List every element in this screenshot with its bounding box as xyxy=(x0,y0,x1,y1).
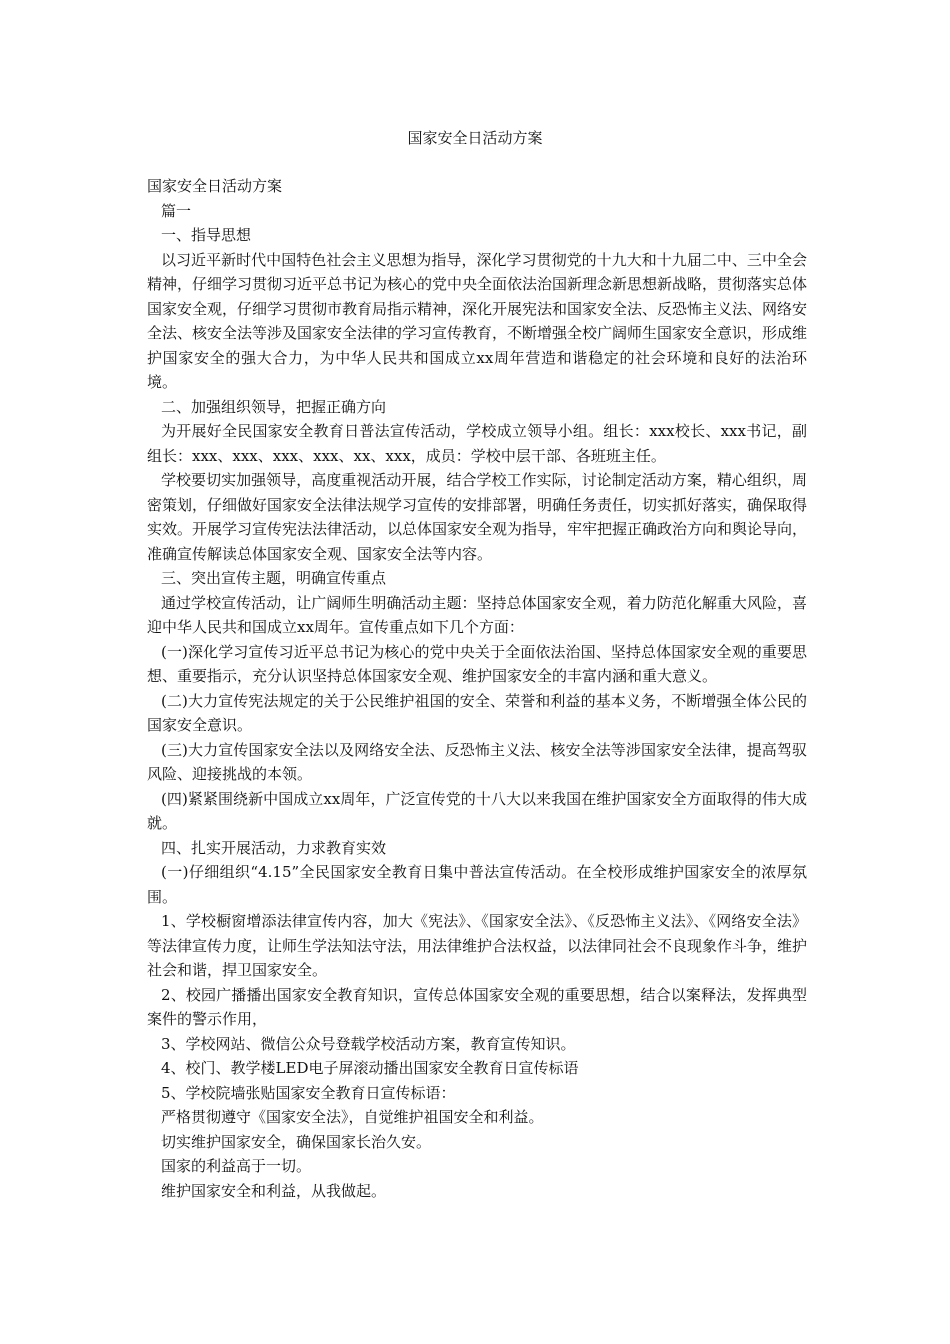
section-3-item-2: (二)大力宣传宪法规定的关于公民维护祖国的安全、荣誉和利益的基本义务，不断增强全体公民的国家安全意识。 xyxy=(147,691,807,734)
section-3-item-4: (四)紧紧围绕新中国成立xx周年，广泛宣传党的十八大以来我国在维护国家安全方面取得的伟大成就。 xyxy=(147,789,807,832)
slogan-1: 严格贯彻遵守《国家安全法》，自觉维护祖国安全和利益。 xyxy=(161,1108,544,1126)
section-heading-2: 二、加强组织领导，把握正确方向 xyxy=(161,397,387,416)
section-4-subitem-1: 1、学校橱窗增添法律宣传内容，加大《宪法》、《国家安全法》、《反恐怖主义法》、《网络安全法》等法律宣传力度，让师生学法知法守法，用法律维护合法权益，以法律同社会不良现象作斗争，维护社会和谐，捍卫国家安全。 xyxy=(147,912,808,979)
section-2-paragraph-2: 学校要切实加强领导，高度重视活动开展，结合学校工作实际，讨论制定活动方案，精心组织，周密策划，仔细做好国家安全法律法规学习宣传的安排部署，明确任务责任，切实抓好落实，确保取得实效。开展学习宣传宪法法律活动，以总体国家安全观为指导，牢牢把握正确政治方向和舆论导向，准确宣传解读总体国家安全观、国家安全法等内容。 xyxy=(147,471,808,563)
document-title: 国家安全日活动方案 xyxy=(407,129,543,147)
section-4-subitem-3: 3、学校网站、微信公众号登载学校活动方案，教育宣传知识。 xyxy=(161,1034,576,1053)
slogan-3: 国家的利益高于一切。 xyxy=(161,1157,312,1175)
section-2-paragraph-1: 为开展好全民国家安全教育日普法宣传活动，学校成立领导小组。组长：xxx校长、xxx书记，副组长：xxx、xxx、xxx、xxx、xx、xxx，成员：学校中层干部、各班班主任。 xyxy=(147,422,807,465)
section-heading-1: 一、指导思想 xyxy=(161,226,252,244)
chapter-label: 篇一 xyxy=(161,201,192,220)
section-3-paragraph: 通过学校宣传活动，让广阔师生明确活动主题：坚持总体国家安全观，着力防范化解重大风险，喜迎中华人民共和国成立xx周年。宣传重点如下几个方面： xyxy=(147,593,807,636)
slogan-4: 维护国家安全和利益，从我做起。 xyxy=(161,1181,387,1200)
document-body xyxy=(147,174,807,1203)
slogan-2: 切实维护国家安全，确保国家长治久安。 xyxy=(161,1132,432,1151)
section-heading-3: 三、突出宣传主题，明确宣传重点 xyxy=(161,569,387,587)
section-4-subitem-4: 4、校门、教学楼LED电子屏滚动播出国家安全教育日宣传标语 xyxy=(161,1059,579,1077)
section-3-item-1: (一)深化学习宣传习近平总书记为核心的党中央关于全面依法治国、坚持总体国家安全观的重要思想、重要指示，充分认识坚持总体国家安全观、维护国家安全的丰富内涵和重大意义。 xyxy=(147,642,807,685)
section-4-item-1: (一)仔细组织“4.15”全民国家安全教育日集中普法宣传活动。在全校形成维护国家安全的浓厚氛围。 xyxy=(147,863,807,906)
section-4-subitem-2: 2、校园广播播出国家安全教育知识，宣传总体国家安全观的重要思想，结合以案释法，发挥典型案件的警示作用， xyxy=(147,985,807,1028)
section-heading-4: 四、扎实开展活动，力求教育实效 xyxy=(161,838,387,857)
document-subtitle: 国家安全日活动方案 xyxy=(147,177,283,195)
section-1-paragraph: 以习近平新时代中国特色社会主义思想为指导，深化学习贯彻党的十九大和十九届二中、三中全会精神，仔细学习贯彻习近平总书记为核心的党中央全面依法治国新理念新思想新战略，贯彻落实总体国家安全观，仔细学习贯彻市教育局指示精神，深化开展宪法和国家安全法、反恐怖主义法、网络安全法、核安全法等涉及国家安全法律的学习宣传教育，不断增强全校广阔师生国家安全意识，形成维护国家安全的强大合力，为中华人民共和国成立xx周年营造和谐稳定的社会环境和良好的法治环境。 xyxy=(147,250,808,391)
section-3-item-3: (三)大力宣传国家安全法以及网络安全法、反恐怖主义法、核安全法等涉国家安全法律，提高驾驭风险、迎接挑战的本领。 xyxy=(147,740,807,783)
section-4-subitem-5: 5、学校院墙张贴国家安全教育日宣传标语： xyxy=(161,1083,456,1102)
